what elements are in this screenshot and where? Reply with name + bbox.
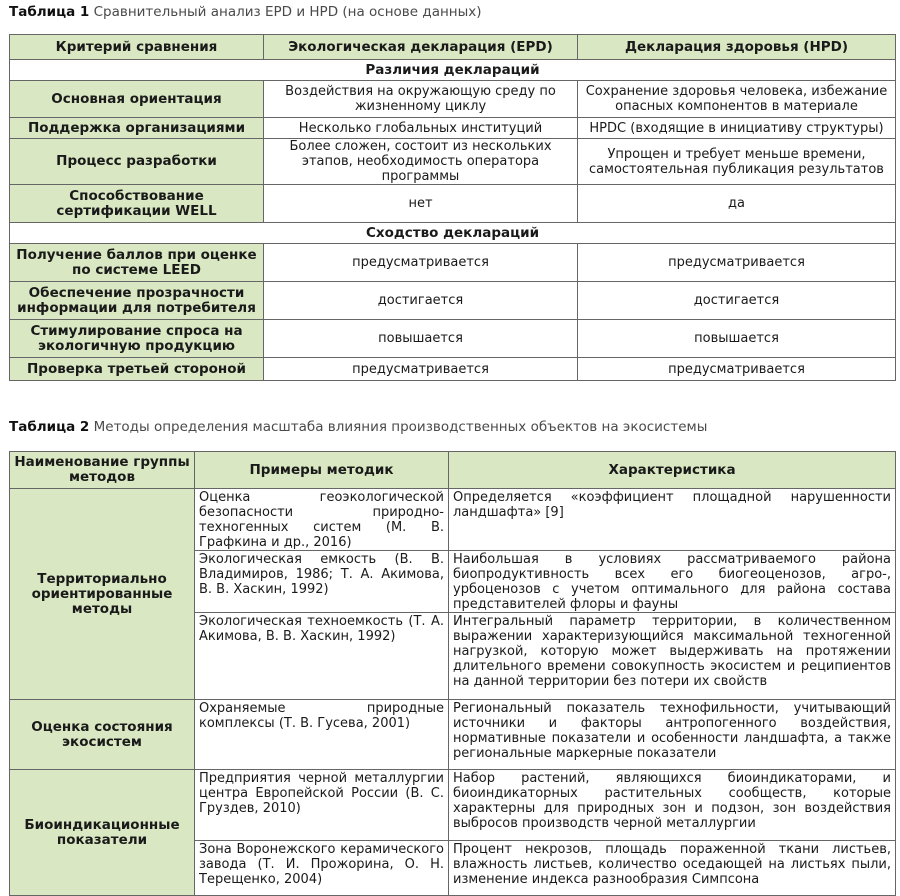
description-cell: Процент некрозов, площадь пораженной ткани листьев, влажность листьев, количество оседающей на листьях пыли, изменение индекса разнообразия Симпсона xyxy=(449,841,896,896)
table1-title: Сравнительный анализ EPD и HPD (на основе данных) xyxy=(93,4,482,20)
table-row xyxy=(10,244,896,282)
description-cell: Наибольшая в условиях рассматриваемого района биопродуктивность всех его биогеоценозов, агро-, урбоценозов с учетом оптимального для района состава представителей флоры и фауны xyxy=(449,551,896,613)
epd-cell: предусматривается xyxy=(264,358,578,381)
table1-label: Таблица 1 xyxy=(9,4,90,20)
criterion-cell: Обеспечение прозрачности информации для потребителя xyxy=(10,282,264,320)
example-cell: Экологическая техноемкость (Т. А. Акимова, В. В. Хаскин, 1992) xyxy=(195,613,449,700)
example-cell: Зона Воронежского керамического завода (Т. И. Прожорина, О. Н. Терещенко, 2004) xyxy=(195,841,449,896)
criterion-cell: Способствование сертификации WELL xyxy=(10,185,264,223)
table1-header-row xyxy=(10,35,896,60)
epd-cell: повышается xyxy=(264,320,578,358)
methods-table xyxy=(9,451,896,896)
table2-header-row xyxy=(10,452,896,489)
table2-caption xyxy=(9,419,707,435)
criterion-cell: Получение баллов при оценке по системе LEED xyxy=(10,244,264,282)
hpd-cell: предусматривается xyxy=(578,358,896,381)
header-criterion: Критерий сравнения xyxy=(10,35,264,60)
epd-cell: Воздействия на окружающую среду по жизненному циклу xyxy=(264,81,578,118)
criterion-cell: Основная ориентация xyxy=(10,81,264,118)
table-row xyxy=(10,358,896,381)
example-cell: Экологическая емкость (В. В. Владимиров, 1986; Т. А. Акимова, В. В. Хаскин, 1992) xyxy=(195,551,449,613)
criterion-cell: Стимулирование спроса на экологичную продукцию xyxy=(10,320,264,358)
hpd-cell: Упрощен и требует меньше времени, самостоятельная публикация результатов xyxy=(578,139,896,185)
table2-title: Методы определения масштаба влияния производственных объектов на экосистемы xyxy=(93,419,708,435)
example-cell: Охраняемые природные комплексы (Т. В. Гусева, 2001) xyxy=(195,700,449,770)
hpd-cell: да xyxy=(578,185,896,223)
table-row xyxy=(10,700,896,770)
description-cell: Региональный показатель технофильности, учитывающий источники и факторы антропогенного воздействия, нормативные показатели и особенности ландшафта, а также региональные маркерные показатели xyxy=(449,700,896,770)
epd-cell: достигается xyxy=(264,282,578,320)
table1-caption xyxy=(9,4,482,20)
description-cell: Интегральный параметр территории, в количественном выражении характеризующийся максимальной техногенной нагрузкой, которую может выдерживать на протяжении длительного времени совокупность экосистем и реципиентов на данной территории без потери их свойств xyxy=(449,613,896,700)
table-row xyxy=(10,139,896,185)
table-row xyxy=(10,489,896,551)
section-similarities: Сходство деклараций xyxy=(10,223,896,244)
epd-cell: Более сложен, состоит из нескольких этапов, необходимость оператора программы xyxy=(264,139,578,185)
group-cell: Биоиндикационные показатели xyxy=(10,770,195,896)
criterion-cell: Проверка третьей стороной xyxy=(10,358,264,381)
hpd-cell: повышается xyxy=(578,320,896,358)
example-cell: Предприятия черной металлургии центра Европейской России (В. С. Груздев, 2010) xyxy=(195,770,449,841)
table-row xyxy=(10,185,896,223)
criterion-cell: Процесс разработки xyxy=(10,139,264,185)
epd-cell: предусматривается xyxy=(264,244,578,282)
table-row xyxy=(10,770,896,841)
table-row xyxy=(10,282,896,320)
section-row xyxy=(10,223,896,244)
hpd-cell: Сохранение здоровья человека, избежание опасных компонентов в материале xyxy=(578,81,896,118)
header-group: Наименование группы методов xyxy=(10,452,195,489)
section-differences: Различия деклараций xyxy=(10,60,896,81)
description-cell: Определяется «коэффициент площадной нарушенности ландшафта» [9] xyxy=(449,489,896,551)
table2-label: Таблица 2 xyxy=(9,419,90,435)
section-row xyxy=(10,60,896,81)
epd-cell: Несколько глобальных институций xyxy=(264,118,578,139)
table-row xyxy=(10,118,896,139)
table-row xyxy=(10,320,896,358)
header-epd: Экологическая декларация (EPD) xyxy=(264,35,578,60)
example-cell: Оценка геоэкологической безопасности природно-техногенных систем (М. В. Графкина и др., 2016) xyxy=(195,489,449,551)
table-row xyxy=(10,81,896,118)
hpd-cell: достигается xyxy=(578,282,896,320)
hpd-cell: предусматривается xyxy=(578,244,896,282)
header-examples: Примеры методик xyxy=(195,452,449,489)
header-hpd: Декларация здоровья (HPD) xyxy=(578,35,896,60)
hpd-cell: HPDC (входящие в инициативу структуры) xyxy=(578,118,896,139)
description-cell: Набор растений, являющихся биоиндикаторами, и биоиндикаторных растительных сообществ, которые характерны для природных зон и подзон, зон воздействия выбросов производств черной металлургии xyxy=(449,770,896,841)
criterion-cell: Поддержка организациями xyxy=(10,118,264,139)
group-cell: Оценка состояния экосистем xyxy=(10,700,195,770)
comparison-table xyxy=(9,34,896,381)
epd-cell: нет xyxy=(264,185,578,223)
header-description: Характеристика xyxy=(449,452,896,489)
group-cell: Территориально ориентированные методы xyxy=(10,489,195,700)
